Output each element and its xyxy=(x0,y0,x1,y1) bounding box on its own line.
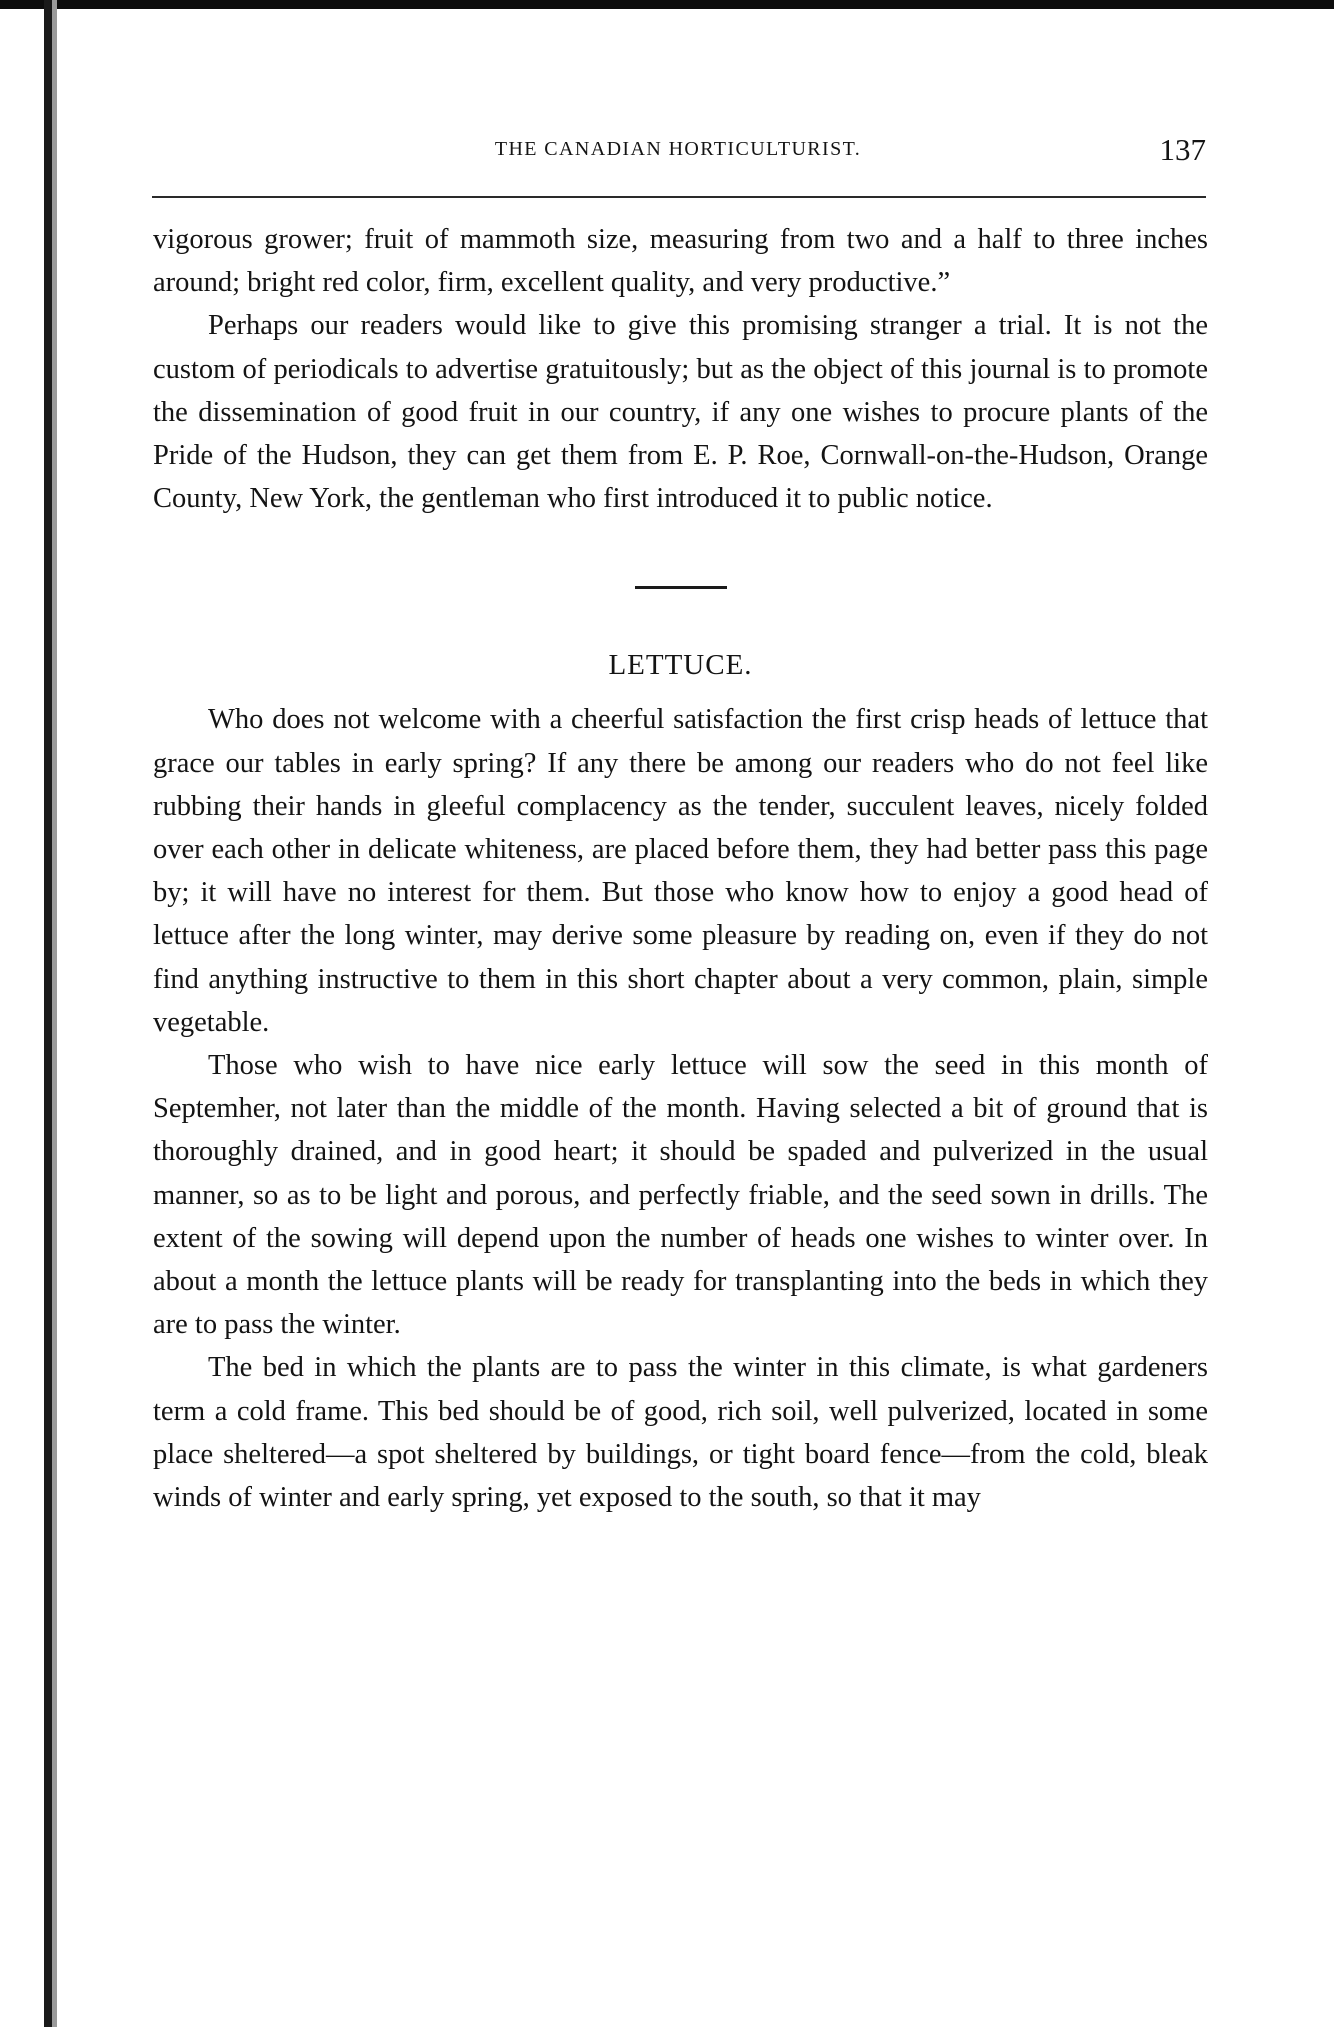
paragraph: Who does not welcome with a cheerful satisfaction the first crisp heads of lettuce that grace our tables in early spring? If any there be among our readers who do not feel like rubbing their hands in gleeful complacency as the tender, succulent leaves, nicely folded over each other in delicate whiteness, are placed before them, they had better pass this page by; it will have no interest for them. But those who know how to enjoy a good head of lettuce after the long winter, may derive some pleasure by reading on, even if they do not find anything instructive to them in this short chapter about a very common, plain, simple vegetable. xyxy=(153,704,1208,1038)
running-header xyxy=(150,132,1206,178)
paragraph: The bed in which the plants are to pass the winter in this climate, is what gardeners term a cold frame. This bed should be of good, rich soil, well pulverized, located in some place sheltered—a spot sheltered by buildings, or tight board fence—from the cold, bleak winds of winter and early spring, yet exposed to the south, so that it may xyxy=(153,1352,1208,1514)
page-number: 137 xyxy=(1159,132,1206,167)
book-binding-edge xyxy=(44,0,52,2027)
section-divider xyxy=(635,586,727,589)
continued-paragraph: vigorous grower; fruit of mammoth size, measuring from two and a half to three inches around; bright red color, firm, excellent quality, and very productive.” xyxy=(153,224,1208,299)
header-rule xyxy=(152,196,1206,198)
article-title: LETTUCE. xyxy=(608,649,753,682)
page-top-edge xyxy=(0,0,1334,9)
paragraph: Perhaps our readers would like to give this promising stranger a trial. It is not the custom of periodicals to advertise gratuitously; but as the object of this journal is to promote the dissemination of good fruit in our country, if any one wishes to procure plants of the Pride of the Hudson, they can get them from E. P. Roe, Cornwall-on-the-Hudson, Orange County, New York, the gentleman who first introduced it to public notice. xyxy=(153,310,1208,515)
binding-shadow xyxy=(52,0,57,2027)
text-column xyxy=(153,218,1208,1519)
running-title: THE CANADIAN HORTICULTURIST. xyxy=(494,138,862,160)
paragraph: Those who wish to have nice early lettuce will sow the seed in this month of Septemher, not later than the middle of the month. Having selected a bit of ground that is thoroughly drained, and in good heart; it should be spaded and pulverized in the usual manner, so as to be light and porous, and perfectly friable, and the seed sown in drills. The extent of the sowing will depend upon the number of heads one wishes to winter over. In about a month the lettuce plants will be ready for transplanting into the beds in which they are to pass the winter. xyxy=(153,1050,1208,1341)
